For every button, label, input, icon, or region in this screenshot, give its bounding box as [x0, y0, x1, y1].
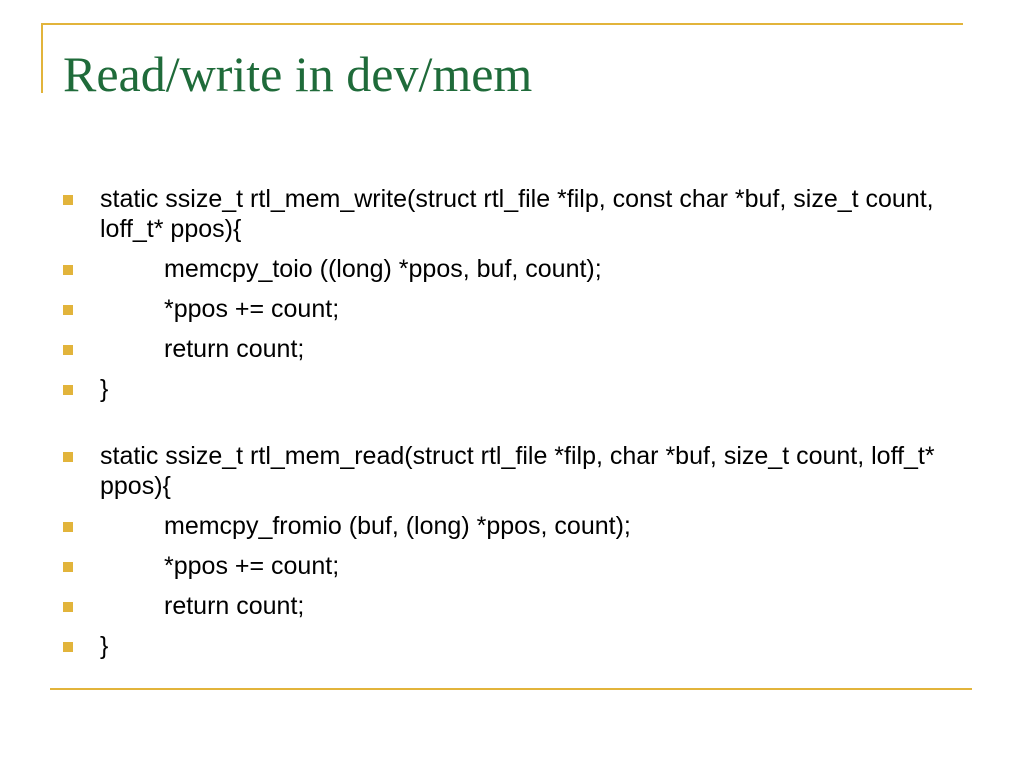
- square-bullet-icon: [63, 522, 73, 532]
- bullet-text: static ssize_t rtl_mem_read(struct rtl_file *filp, char *buf, size_t count, loff_t* ppos){: [100, 442, 935, 500]
- bullet-item: [60, 441, 960, 501]
- bullet-item: [60, 334, 960, 364]
- bullet-text: }: [100, 632, 109, 660]
- square-bullet-icon: [63, 452, 73, 462]
- square-bullet-icon: [63, 195, 73, 205]
- square-bullet-icon: [63, 385, 73, 395]
- bullet-item: [60, 374, 960, 404]
- square-bullet-icon: [63, 642, 73, 652]
- bullet-item: [60, 294, 960, 324]
- square-bullet-icon: [63, 562, 73, 572]
- bullet-list: [60, 184, 960, 671]
- bottom-rule: [50, 688, 972, 690]
- square-bullet-icon: [63, 265, 73, 275]
- bullet-item: [60, 511, 960, 541]
- bullet-text: static ssize_t rtl_mem_write(struct rtl_file *filp, const char *buf, size_t count, loff_t* ppos){: [100, 185, 934, 243]
- square-bullet-icon: [63, 602, 73, 612]
- bullet-text: memcpy_fromio (buf, (long) *ppos, count);: [164, 512, 631, 540]
- bullet-text: *ppos += count;: [164, 295, 340, 323]
- square-bullet-icon: [63, 345, 73, 355]
- bullet-text: }: [100, 375, 109, 403]
- slide-title: Read/write in dev/mem: [63, 46, 533, 102]
- bullet-item: [60, 184, 960, 244]
- bullet-text: *ppos += count;: [164, 552, 340, 580]
- square-bullet-icon: [63, 305, 73, 315]
- bullet-item: [60, 631, 960, 661]
- bullet-text: memcpy_toio ((long) *ppos, buf, count);: [164, 255, 602, 283]
- bullet-item: [60, 551, 960, 581]
- bullet-text: return count;: [164, 335, 305, 363]
- top-rule: [41, 23, 963, 25]
- bullet-text: return count;: [164, 592, 305, 620]
- bullet-item: [60, 254, 960, 284]
- left-rule: [41, 23, 43, 93]
- bullet-item: [60, 591, 960, 621]
